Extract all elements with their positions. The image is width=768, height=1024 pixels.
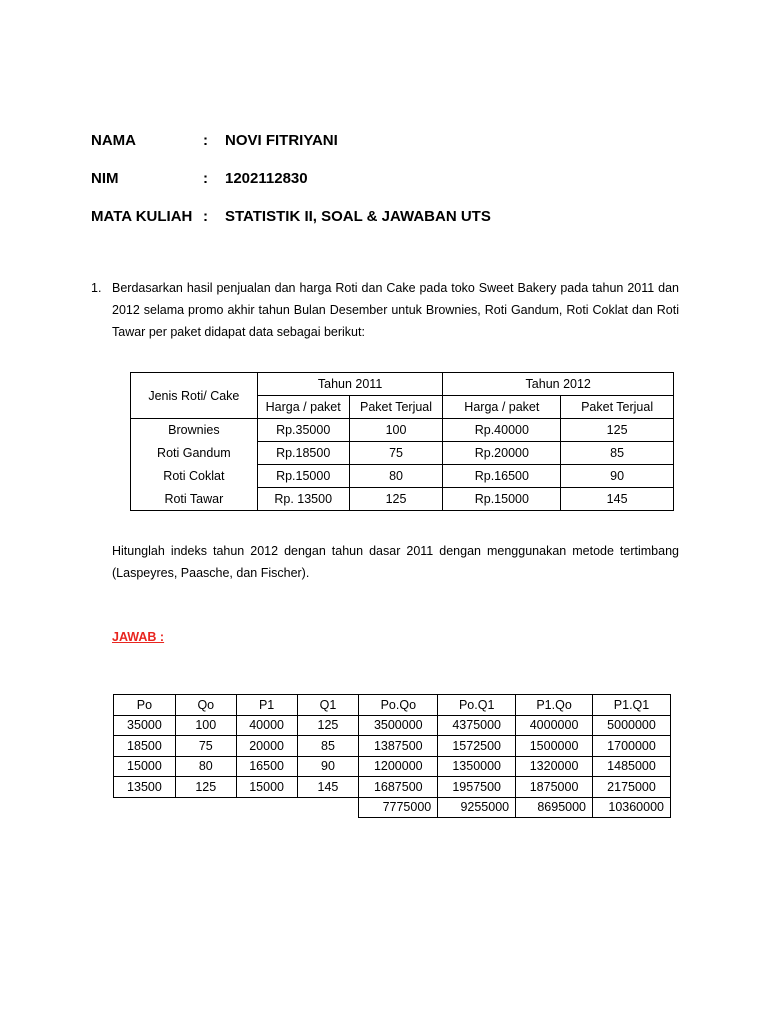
cell-p1: 16500	[236, 756, 297, 777]
empty-cell	[114, 797, 176, 818]
table-row	[131, 488, 674, 511]
course-row	[91, 208, 491, 246]
table-header-row	[131, 373, 674, 396]
qty-2011: 125	[349, 488, 443, 511]
cell-p1: 40000	[236, 715, 297, 736]
cell-p1q1: 2175000	[593, 777, 671, 798]
instruction-text: Hitunglah indeks tahun 2012 dengan tahun dasar 2011 dengan menggunakan metode tertimbang (Laspeyres, Paasche, dan Fischer).	[112, 544, 679, 580]
question-text: Berdasarkan hasil penjualan dan harga Roti dan Cake pada toko Sweet Bakery pada tahun 2011 dan 2012 selama promo akhir tahun Bulan Desember untuk Brownies, Roti Gandum, Roti Coklat dan Roti Tawar per paket didapat data sebagai berikut:	[112, 281, 679, 339]
header-qo: Qo	[175, 695, 236, 716]
cell-q1: 145	[297, 777, 359, 798]
answer-label: JAWAB :	[112, 630, 165, 644]
price-2011: Rp.18500	[257, 442, 349, 465]
qty-2012: 145	[561, 488, 674, 511]
cell-poqo: 1387500	[359, 736, 438, 757]
header-q1: Q1	[297, 695, 359, 716]
total-p1q1: 10360000	[593, 797, 671, 818]
table-row	[114, 756, 671, 777]
cell-p1: 15000	[236, 777, 297, 798]
table-row	[114, 736, 671, 757]
cell-p1qo: 1320000	[516, 756, 593, 777]
totals-row	[114, 797, 671, 818]
header-p1qo: P1.Qo	[516, 695, 593, 716]
cell-po: 15000	[114, 756, 176, 777]
table-row	[131, 465, 674, 488]
cell-poq1: 1957500	[438, 777, 516, 798]
calculation-table	[113, 694, 671, 818]
cell-q1: 85	[297, 736, 359, 757]
header-year-2012: Tahun 2012	[443, 373, 674, 396]
qty-2011: 75	[349, 442, 443, 465]
price-2011: Rp.35000	[257, 419, 349, 442]
empty-cell	[175, 797, 236, 818]
nim-value: 1202112830	[225, 170, 308, 187]
cell-qo: 100	[175, 715, 236, 736]
price-2012: Rp.15000	[443, 488, 561, 511]
table-row	[114, 715, 671, 736]
qty-2012: 125	[561, 419, 674, 442]
price-2012: Rp.40000	[443, 419, 561, 442]
cell-po: 18500	[114, 736, 176, 757]
cell-poq1: 4375000	[438, 715, 516, 736]
cell-po: 13500	[114, 777, 176, 798]
cell-po: 35000	[114, 715, 176, 736]
price-2012: Rp.20000	[443, 442, 561, 465]
course-label: MATA KULIAH	[91, 208, 193, 225]
header-poqo: Po.Qo	[359, 695, 438, 716]
table-row	[114, 777, 671, 798]
name-value: NOVI FITRIYANI	[225, 132, 338, 149]
cell-qo: 75	[175, 736, 236, 757]
cell-poqo: 1200000	[359, 756, 438, 777]
subheader-qty-2011: Paket Terjual	[349, 396, 443, 419]
cell-q1: 125	[297, 715, 359, 736]
cell-poqo: 3500000	[359, 715, 438, 736]
qty-2011: 100	[349, 419, 443, 442]
item-name: Roti Tawar	[131, 488, 258, 511]
question-number: 1.	[91, 281, 102, 295]
name-row	[91, 132, 491, 170]
name-label: NAMA	[91, 132, 136, 149]
cell-qo: 80	[175, 756, 236, 777]
course-value: STATISTIK II, SOAL & JAWABAN UTS	[225, 208, 491, 225]
cell-p1q1: 1485000	[593, 756, 671, 777]
table-row	[131, 442, 674, 465]
item-name: Brownies	[131, 419, 258, 442]
qty-2012: 85	[561, 442, 674, 465]
empty-cell	[297, 797, 359, 818]
nim-label: NIM	[91, 170, 119, 187]
sales-table	[130, 372, 674, 511]
cell-poq1: 1572500	[438, 736, 516, 757]
header-p1: P1	[236, 695, 297, 716]
nim-colon: :	[203, 170, 208, 187]
qty-2012: 90	[561, 465, 674, 488]
student-info	[91, 132, 491, 246]
cell-p1qo: 4000000	[516, 715, 593, 736]
total-poqo: 7775000	[359, 797, 438, 818]
cell-p1qo: 1875000	[516, 777, 593, 798]
empty-cell	[236, 797, 297, 818]
item-name: Roti Coklat	[131, 465, 258, 488]
cell-qo: 125	[175, 777, 236, 798]
qty-2011: 80	[349, 465, 443, 488]
subheader-price-2012: Harga / paket	[443, 396, 561, 419]
course-colon: :	[203, 208, 208, 225]
nim-row	[91, 170, 491, 208]
cell-p1q1: 5000000	[593, 715, 671, 736]
cell-poq1: 1350000	[438, 756, 516, 777]
total-p1qo: 8695000	[516, 797, 593, 818]
header-poq1: Po.Q1	[438, 695, 516, 716]
cell-p1qo: 1500000	[516, 736, 593, 757]
cell-poqo: 1687500	[359, 777, 438, 798]
price-2012: Rp.16500	[443, 465, 561, 488]
subheader-qty-2012: Paket Terjual	[561, 396, 674, 419]
total-poq1: 9255000	[438, 797, 516, 818]
header-item: Jenis Roti/ Cake	[131, 373, 258, 419]
cell-q1: 90	[297, 756, 359, 777]
item-name: Roti Gandum	[131, 442, 258, 465]
cell-p1: 20000	[236, 736, 297, 757]
table-row	[131, 419, 674, 442]
question-1	[91, 277, 679, 343]
cell-p1q1: 1700000	[593, 736, 671, 757]
header-year-2011: Tahun 2011	[257, 373, 443, 396]
name-colon: :	[203, 132, 208, 149]
subheader-price-2011: Harga / paket	[257, 396, 349, 419]
calc-header-row	[114, 695, 671, 716]
price-2011: Rp. 13500	[257, 488, 349, 511]
header-po: Po	[114, 695, 176, 716]
price-2011: Rp.15000	[257, 465, 349, 488]
header-p1q1: P1.Q1	[593, 695, 671, 716]
